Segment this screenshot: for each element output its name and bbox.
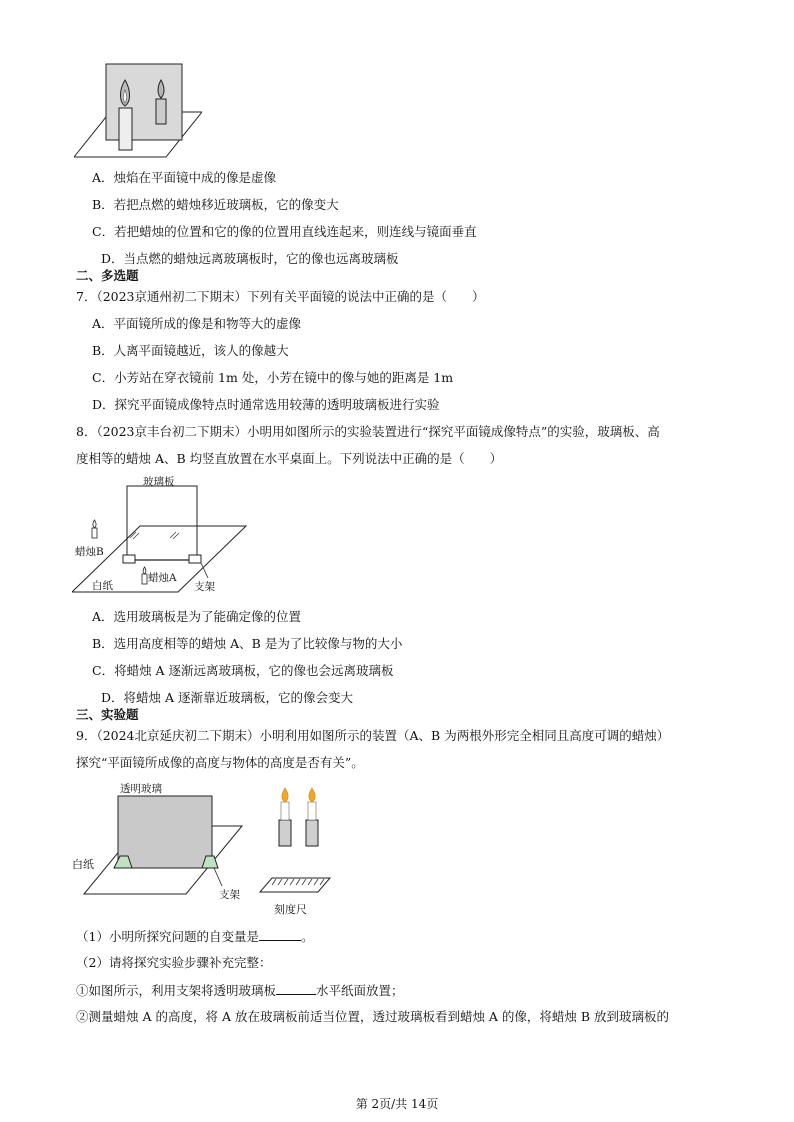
q9-stem-line1: 9．（2024北京延庆初二下期末）小明利用如图所示的装置（A、B 为两根外形完全相同且高度可调的蜡烛）	[76, 728, 670, 743]
candle-a-label: 蜡烛A	[148, 572, 177, 584]
page-footer: 第 2页/共 14页	[355, 1097, 439, 1111]
section-title-multiple-choice: 二、多选题	[76, 268, 139, 283]
candle-mirror-figure	[74, 62, 202, 160]
q8-stem-line2: 度相等的蜡烛 A、B 均竖直放置在水平桌面上。下列说法中正确的是（ ）	[76, 451, 503, 466]
q6-option-c: C．若把蜡烛的位置和它的像的位置用直线连起来，则连线与镜面垂直	[92, 224, 477, 239]
q6-option-a: A．烛焰在平面镜中成的像是虚像	[92, 170, 277, 185]
q8-option-c: C．将蜡烛 A 逐渐远离玻璃板，它的像也会远离玻璃板	[92, 663, 394, 678]
answer-blank-1[interactable]	[259, 928, 301, 941]
q8-option-d: D．将蜡烛 A 逐渐靠近玻璃板，它的像会变大	[101, 690, 353, 705]
q6-option-b: B．若把点燃的蜡烛移近玻璃板，它的像变大	[92, 197, 339, 212]
q8-stem-line1: 8．（2023京丰台初二下期末）小明用如图所示的实验装置进行“探究平面镜成像特点”的实验，玻璃板、高	[76, 424, 660, 439]
q8-option-b: B．选用高度相等的蜡烛 A、B 是为了比较像与物的大小	[92, 636, 403, 651]
glass-plate-label: 玻璃板	[143, 476, 175, 488]
q7-option-b: B．人离平面镜越近，该人的像越大	[92, 343, 289, 358]
ruler-label: 刻度尺	[274, 903, 307, 916]
q7-stem: 7．（2023京通州初二下期末）下列有关平面镜的说法中正确的是（ ）	[76, 289, 485, 304]
q9-step1-end: 水平纸面放置；	[316, 983, 404, 998]
transparent-glass-label: 透明玻璃	[120, 783, 162, 795]
section-title-experiment: 三、实验题	[76, 707, 139, 722]
q7-option-c: C．小芳站在穿衣镜前 1m 处，小芳在镜中的像与她的距离是 1m	[92, 370, 454, 385]
q7-option-a: A．平面镜所成的像是和物等大的虚像	[92, 316, 302, 331]
candle-b-label: 蜡烛B	[75, 546, 104, 558]
stand-label: 支架	[194, 581, 215, 593]
white-paper-label: 白纸	[92, 580, 113, 592]
q7-option-d: D．探究平面镜成像特点时通常选用较薄的透明玻璃板进行实验	[92, 397, 440, 412]
q6-option-d: D．当点燃的蜡烛远离玻璃板时，它的像也远离玻璃板	[101, 251, 399, 266]
q9-sub1-end: 。	[300, 929, 314, 944]
answer-blank-2[interactable]	[276, 982, 316, 995]
stand-label-2: 支架	[219, 889, 240, 900]
q9-sub2: （2）请将探究实验步骤补充完整：	[76, 955, 272, 970]
glass-plate-apparatus-figure	[72, 472, 252, 604]
q9-step1	[76, 982, 404, 999]
q8-option-a: A．选用玻璃板是为了能确定像的位置	[92, 609, 302, 624]
q9-sub1-text: （1）小明所探究问题的自变量是	[76, 929, 259, 944]
q9-step1-text: ①如图所示，利用支架将透明玻璃板	[76, 983, 277, 998]
white-paper-label-2: 白纸	[72, 858, 94, 871]
q9-step2: ②测量蜡烛 A 的高度，将 A 放在玻璃板前适当位置，透过玻璃板看到蜡烛 A 的像，将蜡烛 B 放到玻璃板的	[76, 1009, 670, 1024]
candles-and-ruler-figure	[258, 786, 338, 898]
q9-sub1	[76, 928, 313, 945]
q9-stem-line2: 探究“平面镜所成像的高度与物体的高度是否有关”。	[76, 755, 364, 770]
transparent-glass-setup-figure	[70, 776, 250, 900]
